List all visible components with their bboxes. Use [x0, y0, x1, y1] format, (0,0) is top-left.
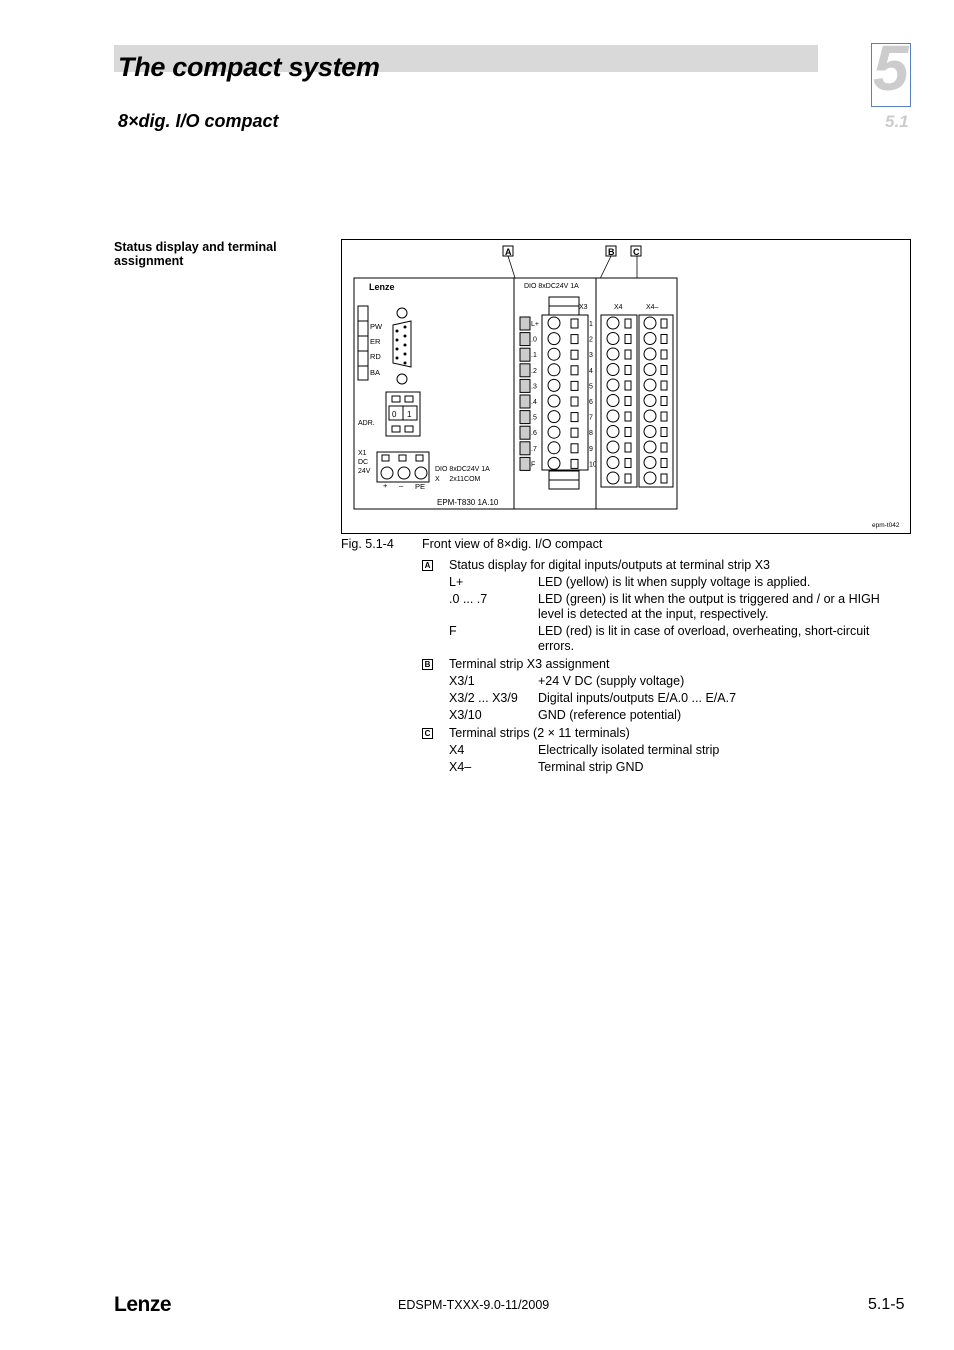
x4m-screw [644, 317, 656, 329]
x3-terminal-number: 3 [589, 352, 593, 360]
status-led [520, 364, 530, 377]
x4m-screw [644, 426, 656, 438]
status-led-label: .4 [531, 399, 537, 406]
legend-description: Digital inputs/outputs E/A.0 ... E/A.7 [538, 691, 737, 705]
status-led-label: L+ [531, 321, 539, 328]
legend [422, 558, 902, 775]
legend-item [422, 657, 902, 672]
x4-screw [607, 364, 619, 376]
legend-description: +24 V DC (supply voltage) [538, 674, 685, 688]
x3-terminal-number: 8 [589, 430, 593, 438]
x4m-clamp [661, 412, 667, 421]
x3-terminal-number: 2 [589, 336, 593, 344]
status-led-label: .5 [531, 414, 537, 422]
svg-text:+: + [383, 481, 388, 490]
legend-description: LED (yellow) is lit when supply voltage is applied. [538, 575, 811, 589]
x3-screw [548, 364, 560, 376]
legend-key: C [422, 728, 433, 739]
legend-key: A [422, 560, 433, 571]
x4-screw [607, 348, 619, 360]
svg-text:1: 1 [407, 410, 412, 419]
legend-description: GND (reference potential) [538, 708, 682, 722]
x4-screw [607, 395, 619, 407]
svg-text:DIO 8xDC24V 1A: DIO 8xDC24V 1A [435, 466, 490, 473]
x4-screw [607, 333, 619, 345]
x4m-clamp [661, 319, 667, 328]
status-led-label: .6 [531, 430, 537, 438]
status-led-label: .7 [531, 445, 537, 453]
status-led-label: .3 [531, 383, 537, 391]
legend-row [422, 760, 902, 775]
side-heading: Status display and terminal assignment [114, 240, 277, 268]
x4m-screw [644, 395, 656, 407]
svg-text:X4: X4 [614, 304, 623, 311]
x4-clamp [625, 366, 631, 375]
x4-screw [607, 472, 619, 484]
x4-clamp [625, 335, 631, 344]
svg-text:X 2x11COM: X 2x11COM [435, 476, 481, 483]
x3-screw [548, 348, 560, 360]
x3-terminal-number: 9 [589, 445, 593, 453]
x4-screw [607, 410, 619, 422]
legend-term: X3/2 ... X3/9 [449, 691, 518, 705]
x4m-screw [644, 348, 656, 360]
legend-row [422, 575, 902, 590]
x3-screw [548, 411, 560, 423]
chapter-number: 5 [873, 32, 909, 104]
x4-clamp [625, 474, 631, 483]
svg-text:A: A [505, 247, 512, 257]
x4-screw [607, 441, 619, 453]
legend-text: Terminal strips (2 × 11 terminals) [449, 726, 630, 740]
x4m-clamp [661, 443, 667, 452]
chapter-subnumber: 5.1 [885, 112, 909, 131]
x4m-screw [644, 441, 656, 453]
legend-term: X3/10 [449, 708, 482, 722]
page-title: The compact system [118, 52, 380, 82]
legend-row [422, 624, 902, 654]
legend-row [422, 691, 902, 706]
x3-clamp [571, 459, 578, 468]
x4-screw [607, 426, 619, 438]
x3-clamp [571, 319, 578, 328]
svg-text:EPM-T830 1A.10: EPM-T830 1A.10 [437, 498, 499, 507]
sub-d-connector [393, 321, 411, 367]
x4-clamp [625, 412, 631, 421]
x3-screw [548, 317, 560, 329]
figure-caption: Front view of 8×dig. I/O compact [422, 537, 603, 551]
x4-screw [607, 317, 619, 329]
x3-clamp [571, 381, 578, 390]
svg-text:24V: 24V [358, 468, 371, 475]
status-led-label: .2 [531, 367, 537, 375]
x3-screw [548, 379, 560, 391]
x4m-screw [644, 379, 656, 391]
legend-term: X4– [449, 760, 472, 774]
x3-screw [548, 333, 560, 345]
x3-screw [548, 442, 560, 454]
legend-text: Terminal strip X3 assignment [449, 657, 610, 671]
x3-clamp [571, 428, 578, 437]
status-led [520, 317, 530, 330]
x4-clamp [625, 459, 631, 468]
status-led-label: .0 [531, 336, 537, 344]
x4-screw [607, 379, 619, 391]
legend-description: LED (red) is lit in case of overload, overheating, short-circuit errors. [538, 624, 870, 653]
status-led [520, 379, 530, 392]
svg-text:DIO 8xDC24V 1A: DIO 8xDC24V 1A [524, 283, 579, 290]
document-number: EDSPM-TXXX-9.0-11/2009 [398, 1298, 550, 1312]
status-led [520, 395, 530, 408]
x4m-screw [644, 457, 656, 469]
x3-clamp [571, 335, 578, 344]
status-led [520, 333, 530, 346]
legend-text: Status display for digital inputs/outputs at terminal strip X3 [449, 558, 770, 572]
x4m-screw [644, 472, 656, 484]
svg-text:X3: X3 [579, 304, 588, 311]
x3-clamp [571, 366, 578, 375]
svg-text:X1: X1 [358, 450, 367, 457]
svg-text:PE: PE [415, 482, 426, 491]
legend-row [422, 743, 902, 758]
x4m-clamp [661, 474, 667, 483]
x3-terminal-number: 7 [589, 414, 593, 422]
legend-row [422, 592, 902, 622]
legend-term: X3/1 [449, 674, 475, 688]
figure-number: Fig. 5.1-4 [341, 537, 394, 551]
callout-c [631, 246, 641, 282]
x4-clamp [625, 319, 631, 328]
legend-description: Terminal strip GND [538, 760, 644, 774]
legend-term: .0 ... .7 [449, 592, 488, 606]
x3-screw [548, 426, 560, 438]
page-subtitle: 8×dig. I/O compact [118, 111, 279, 131]
status-led [520, 457, 530, 470]
device-front-view-diagram [341, 239, 911, 534]
legend-term: F [449, 624, 457, 638]
x4m-screw [644, 364, 656, 376]
svg-text:DC: DC [358, 459, 369, 466]
legend-description: LED (green) is lit when the output is triggered and / or a HIGH level is detected at the input, respectively. [538, 592, 880, 621]
status-led-label: .1 [531, 352, 537, 360]
x3-screw [548, 457, 560, 469]
x4-clamp [625, 397, 631, 406]
x4m-clamp [661, 397, 667, 406]
status-led [520, 348, 530, 361]
x4m-screw [644, 333, 656, 345]
x3-clamp [571, 444, 578, 453]
x4-clamp [625, 428, 631, 437]
x4m-clamp [661, 381, 667, 390]
legend-term: L+ [449, 575, 464, 589]
status-led [520, 411, 530, 424]
x4-screw [607, 457, 619, 469]
x4m-clamp [661, 428, 667, 437]
x3-clamp [571, 413, 578, 422]
x3-screw [548, 395, 560, 407]
status-led-label: F [531, 461, 536, 469]
svg-text:–: – [399, 481, 404, 490]
svg-text:0: 0 [392, 410, 397, 419]
legend-key: B [422, 659, 433, 670]
brand-logo: Lenze [369, 282, 395, 292]
x4-clamp [625, 381, 631, 390]
x4m-screw [644, 410, 656, 422]
x4-clamp [625, 443, 631, 452]
x4m-clamp [661, 350, 667, 359]
legend-item [422, 558, 902, 573]
x3-terminal-number: 1 [589, 321, 593, 328]
x3-terminal-number: 4 [589, 367, 593, 375]
legend-row [422, 674, 902, 689]
x3-terminal-number: 5 [589, 383, 593, 391]
legend-term: X4 [449, 743, 465, 757]
figure-code: epm-t042 [872, 522, 900, 529]
page-number: 5.1-5 [868, 1296, 905, 1313]
footer-logo: Lenze [114, 1293, 172, 1316]
x3-terminal-number: 10 [589, 461, 597, 469]
legend-description: Electrically isolated terminal strip [538, 743, 720, 757]
status-led [520, 426, 530, 439]
x4m-clamp [661, 335, 667, 344]
x3-clamp [571, 397, 578, 406]
status-led [520, 442, 530, 455]
svg-text:B: B [608, 247, 615, 257]
svg-text:ER: ER [370, 337, 381, 346]
x4-clamp [625, 350, 631, 359]
x3-clamp [571, 350, 578, 359]
svg-text:ADR.: ADR. [358, 420, 375, 427]
svg-text:PW: PW [370, 322, 383, 331]
svg-text:RD: RD [370, 352, 381, 361]
svg-text:X4–: X4– [646, 304, 659, 311]
legend-row [422, 708, 902, 723]
x4m-clamp [661, 459, 667, 468]
svg-text:BA: BA [370, 368, 381, 377]
legend-item [422, 726, 902, 741]
x4m-clamp [661, 366, 667, 375]
x3-terminal-number: 6 [589, 399, 593, 406]
svg-text:C: C [633, 247, 640, 257]
